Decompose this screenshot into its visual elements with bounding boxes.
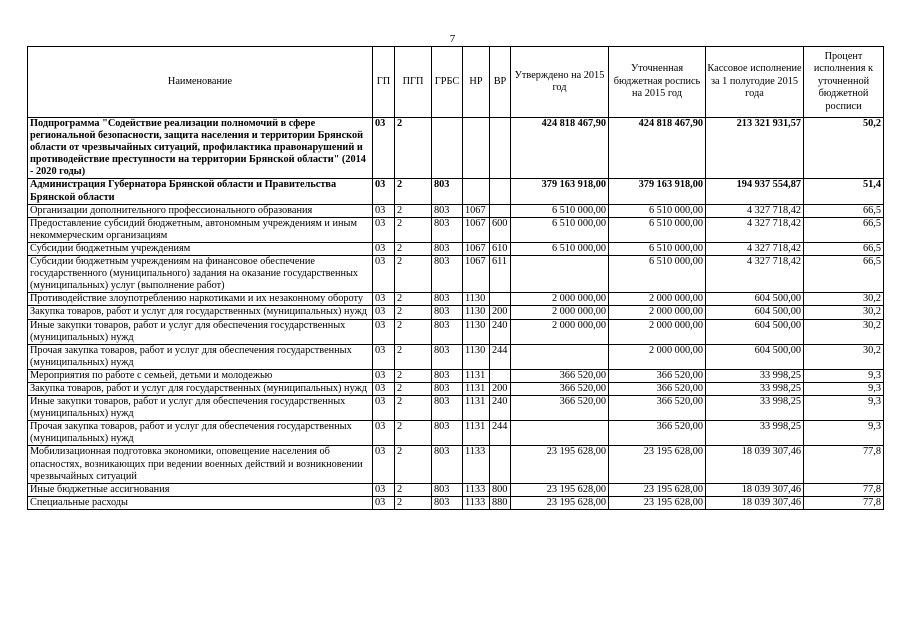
table-row bbox=[28, 242, 884, 255]
row-percent: 51,4 bbox=[804, 179, 884, 204]
row-name: Организации дополнительного профессионального образования bbox=[28, 204, 373, 217]
row-name: Специальные расходы bbox=[28, 496, 373, 509]
table-row bbox=[28, 446, 884, 483]
row-cash: 33 998,25 bbox=[706, 369, 804, 382]
page-number: 7 bbox=[449, 33, 456, 45]
row-grbs: 803 bbox=[432, 496, 463, 509]
row-approved bbox=[511, 421, 609, 446]
row-vr: 611 bbox=[490, 256, 511, 293]
row-pgp: 2 bbox=[395, 217, 432, 242]
row-name: Прочая закупка товаров, работ и услуг для обеспечения государственных (муниципальных) нужд bbox=[28, 421, 373, 446]
table-row bbox=[28, 496, 884, 509]
row-approved bbox=[511, 256, 609, 293]
row-gp: 03 bbox=[373, 344, 395, 369]
row-np: 1067 bbox=[463, 217, 490, 242]
table-row bbox=[28, 204, 884, 217]
row-gp: 03 bbox=[373, 496, 395, 509]
table-row bbox=[28, 256, 884, 293]
row-approved: 6 510 000,00 bbox=[511, 242, 609, 255]
row-np: 1131 bbox=[463, 396, 490, 421]
row-vr: 244 bbox=[490, 421, 511, 446]
row-percent: 66,5 bbox=[804, 217, 884, 242]
row-grbs bbox=[432, 118, 463, 179]
row-approved: 2 000 000,00 bbox=[511, 293, 609, 306]
row-gp: 03 bbox=[373, 382, 395, 395]
row-name: Субсидии бюджетным учреждениям на финансовое обеспечение государственного (муниципального) задания на оказание государственных (муниципальных) услуг (выполнение работ) bbox=[28, 256, 373, 293]
row-approved: 424 818 467,90 bbox=[511, 118, 609, 179]
row-vr: 610 bbox=[490, 242, 511, 255]
row-percent: 9,3 bbox=[804, 421, 884, 446]
row-name: Подпрограмма "Содействие реализации полномочий в сфере региональной безопасности, защита населения и территории Брянской области от чрезвычайных ситуаций, профилактика правонарушений и противодействие преступности на территории Брянской области" (2014 - 2020 годы) bbox=[28, 118, 373, 179]
row-refined: 2 000 000,00 bbox=[609, 319, 706, 344]
row-percent: 66,5 bbox=[804, 204, 884, 217]
row-vr bbox=[490, 446, 511, 483]
header-np: НР bbox=[463, 47, 490, 118]
row-name: Закупка товаров, работ и услуг для государственных (муниципальных) нужд bbox=[28, 306, 373, 319]
row-gp: 03 bbox=[373, 369, 395, 382]
row-pgp: 2 bbox=[395, 382, 432, 395]
header-row bbox=[28, 47, 884, 118]
row-np: 1067 bbox=[463, 256, 490, 293]
row-name: Мероприятия по работе с семьей, детьми и молодежью bbox=[28, 369, 373, 382]
row-pgp: 2 bbox=[395, 369, 432, 382]
row-approved: 2 000 000,00 bbox=[511, 306, 609, 319]
row-pgp: 2 bbox=[395, 319, 432, 344]
row-grbs: 803 bbox=[432, 179, 463, 204]
row-vr: 600 bbox=[490, 217, 511, 242]
row-grbs: 803 bbox=[432, 483, 463, 496]
row-np bbox=[463, 179, 490, 204]
row-np: 1067 bbox=[463, 242, 490, 255]
row-np: 1133 bbox=[463, 483, 490, 496]
row-grbs: 803 bbox=[432, 446, 463, 483]
table-row bbox=[28, 179, 884, 204]
row-percent: 9,3 bbox=[804, 382, 884, 395]
row-grbs: 803 bbox=[432, 382, 463, 395]
row-grbs: 803 bbox=[432, 306, 463, 319]
table-row bbox=[28, 483, 884, 496]
row-gp: 03 bbox=[373, 396, 395, 421]
row-vr: 240 bbox=[490, 396, 511, 421]
row-percent: 77,8 bbox=[804, 446, 884, 483]
header-pgp: ПГП bbox=[395, 47, 432, 118]
row-gp: 03 bbox=[373, 319, 395, 344]
row-percent: 66,5 bbox=[804, 242, 884, 255]
row-name: Прочая закупка товаров, работ и услуг для обеспечения государственных (муниципальных) нужд bbox=[28, 344, 373, 369]
row-np: 1133 bbox=[463, 496, 490, 509]
row-percent: 77,8 bbox=[804, 496, 884, 509]
row-cash: 4 327 718,42 bbox=[706, 217, 804, 242]
row-np: 1130 bbox=[463, 306, 490, 319]
row-gp: 03 bbox=[373, 256, 395, 293]
row-refined: 6 510 000,00 bbox=[609, 217, 706, 242]
row-cash: 4 327 718,42 bbox=[706, 242, 804, 255]
row-np: 1131 bbox=[463, 382, 490, 395]
row-pgp: 2 bbox=[395, 496, 432, 509]
row-vr: 200 bbox=[490, 306, 511, 319]
row-vr bbox=[490, 369, 511, 382]
row-grbs: 803 bbox=[432, 344, 463, 369]
row-refined: 366 520,00 bbox=[609, 369, 706, 382]
row-refined: 23 195 628,00 bbox=[609, 496, 706, 509]
table-row bbox=[28, 344, 884, 369]
row-refined: 366 520,00 bbox=[609, 382, 706, 395]
row-approved: 366 520,00 bbox=[511, 382, 609, 395]
row-refined: 424 818 467,90 bbox=[609, 118, 706, 179]
row-refined: 6 510 000,00 bbox=[609, 204, 706, 217]
header-approved: Утверждено на 2015 год bbox=[511, 47, 609, 118]
row-np: 1067 bbox=[463, 204, 490, 217]
row-vr: 880 bbox=[490, 496, 511, 509]
row-cash: 604 500,00 bbox=[706, 344, 804, 369]
row-gp: 03 bbox=[373, 217, 395, 242]
row-approved: 366 520,00 bbox=[511, 369, 609, 382]
row-gp: 03 bbox=[373, 421, 395, 446]
row-refined: 379 163 918,00 bbox=[609, 179, 706, 204]
header-refined: Уточненная бюджетная роспись на 2015 год bbox=[609, 47, 706, 118]
row-grbs: 803 bbox=[432, 421, 463, 446]
header-cash: Кассовое исполнение за 1 полугодие 2015 года bbox=[706, 47, 804, 118]
row-percent: 9,3 bbox=[804, 369, 884, 382]
row-cash: 33 998,25 bbox=[706, 382, 804, 395]
row-vr bbox=[490, 293, 511, 306]
row-grbs: 803 bbox=[432, 293, 463, 306]
row-approved: 6 510 000,00 bbox=[511, 204, 609, 217]
row-vr bbox=[490, 179, 511, 204]
row-pgp: 2 bbox=[395, 118, 432, 179]
row-cash: 4 327 718,42 bbox=[706, 256, 804, 293]
row-grbs: 803 bbox=[432, 204, 463, 217]
row-name: Иные бюджетные ассигнования bbox=[28, 483, 373, 496]
row-refined: 6 510 000,00 bbox=[609, 242, 706, 255]
row-vr: 240 bbox=[490, 319, 511, 344]
row-vr: 200 bbox=[490, 382, 511, 395]
row-approved: 23 195 628,00 bbox=[511, 496, 609, 509]
row-approved: 23 195 628,00 bbox=[511, 446, 609, 483]
row-pgp: 2 bbox=[395, 483, 432, 496]
row-grbs: 803 bbox=[432, 396, 463, 421]
row-np: 1130 bbox=[463, 344, 490, 369]
row-np bbox=[463, 118, 490, 179]
table-row bbox=[28, 396, 884, 421]
row-approved: 366 520,00 bbox=[511, 396, 609, 421]
row-refined: 23 195 628,00 bbox=[609, 446, 706, 483]
row-cash: 33 998,25 bbox=[706, 396, 804, 421]
row-gp: 03 bbox=[373, 179, 395, 204]
header-vr: ВР bbox=[490, 47, 511, 118]
row-cash: 33 998,25 bbox=[706, 421, 804, 446]
row-name: Предоставление субсидий бюджетным, автономным учреждениям и иным некоммерческим организациям bbox=[28, 217, 373, 242]
row-gp: 03 bbox=[373, 306, 395, 319]
row-name: Противодействие злоупотреблению наркотиками и их незаконному обороту bbox=[28, 293, 373, 306]
row-gp: 03 bbox=[373, 293, 395, 306]
row-pgp: 2 bbox=[395, 421, 432, 446]
row-grbs: 803 bbox=[432, 319, 463, 344]
row-refined: 2 000 000,00 bbox=[609, 306, 706, 319]
row-gp: 03 bbox=[373, 446, 395, 483]
row-refined: 23 195 628,00 bbox=[609, 483, 706, 496]
table-row bbox=[28, 421, 884, 446]
header-name: Наименование bbox=[28, 47, 373, 118]
table-row bbox=[28, 369, 884, 382]
table-row bbox=[28, 382, 884, 395]
row-name: Иные закупки товаров, работ и услуг для обеспечения государственных (муниципальных) нужд bbox=[28, 319, 373, 344]
row-vr bbox=[490, 204, 511, 217]
row-refined: 6 510 000,00 bbox=[609, 256, 706, 293]
row-grbs: 803 bbox=[432, 256, 463, 293]
row-vr: 800 bbox=[490, 483, 511, 496]
table-row bbox=[28, 293, 884, 306]
table-row bbox=[28, 319, 884, 344]
row-np: 1131 bbox=[463, 369, 490, 382]
row-grbs: 803 bbox=[432, 369, 463, 382]
row-np: 1131 bbox=[463, 421, 490, 446]
row-np: 1133 bbox=[463, 446, 490, 483]
header-gp: ГП bbox=[373, 47, 395, 118]
row-gp: 03 bbox=[373, 118, 395, 179]
row-pgp: 2 bbox=[395, 344, 432, 369]
row-cash: 18 039 307,46 bbox=[706, 483, 804, 496]
row-percent: 30,2 bbox=[804, 293, 884, 306]
row-np: 1130 bbox=[463, 319, 490, 344]
header-percent: Процент исполнения к уточненной бюджетной росписи bbox=[804, 47, 884, 118]
row-refined: 2 000 000,00 bbox=[609, 344, 706, 369]
row-approved bbox=[511, 344, 609, 369]
row-name: Администрация Губернатора Брянской области и Правительства Брянской области bbox=[28, 179, 373, 204]
row-approved: 23 195 628,00 bbox=[511, 483, 609, 496]
row-percent: 77,8 bbox=[804, 483, 884, 496]
row-pgp: 2 bbox=[395, 179, 432, 204]
table-row bbox=[28, 306, 884, 319]
row-approved: 2 000 000,00 bbox=[511, 319, 609, 344]
row-pgp: 2 bbox=[395, 242, 432, 255]
row-pgp: 2 bbox=[395, 256, 432, 293]
row-grbs: 803 bbox=[432, 217, 463, 242]
budget-table bbox=[27, 46, 884, 510]
row-percent: 30,2 bbox=[804, 319, 884, 344]
header-grbs: ГРБС bbox=[432, 47, 463, 118]
row-percent: 30,2 bbox=[804, 306, 884, 319]
row-cash: 604 500,00 bbox=[706, 319, 804, 344]
row-cash: 213 321 931,57 bbox=[706, 118, 804, 179]
table-row bbox=[28, 118, 884, 179]
row-pgp: 2 bbox=[395, 306, 432, 319]
row-name: Иные закупки товаров, работ и услуг для обеспечения государственных (муниципальных) нужд bbox=[28, 396, 373, 421]
row-refined: 366 520,00 bbox=[609, 421, 706, 446]
table-row bbox=[28, 217, 884, 242]
row-pgp: 2 bbox=[395, 204, 432, 217]
row-cash: 18 039 307,46 bbox=[706, 496, 804, 509]
row-cash: 4 327 718,42 bbox=[706, 204, 804, 217]
row-gp: 03 bbox=[373, 483, 395, 496]
row-percent: 9,3 bbox=[804, 396, 884, 421]
row-np: 1130 bbox=[463, 293, 490, 306]
row-gp: 03 bbox=[373, 242, 395, 255]
row-refined: 366 520,00 bbox=[609, 396, 706, 421]
row-name: Мобилизационная подготовка экономики, оповещение населения об опасностях, возникающих при ведении военных действий и возникновении чрезвычайных ситуаций bbox=[28, 446, 373, 483]
row-refined: 2 000 000,00 bbox=[609, 293, 706, 306]
row-cash: 604 500,00 bbox=[706, 293, 804, 306]
row-pgp: 2 bbox=[395, 293, 432, 306]
row-gp: 03 bbox=[373, 204, 395, 217]
row-pgp: 2 bbox=[395, 396, 432, 421]
row-cash: 194 937 554,87 bbox=[706, 179, 804, 204]
row-grbs: 803 bbox=[432, 242, 463, 255]
row-pgp: 2 bbox=[395, 446, 432, 483]
row-vr: 244 bbox=[490, 344, 511, 369]
row-approved: 379 163 918,00 bbox=[511, 179, 609, 204]
row-percent: 30,2 bbox=[804, 344, 884, 369]
row-cash: 18 039 307,46 bbox=[706, 446, 804, 483]
row-cash: 604 500,00 bbox=[706, 306, 804, 319]
row-approved: 6 510 000,00 bbox=[511, 217, 609, 242]
row-percent: 66,5 bbox=[804, 256, 884, 293]
row-vr bbox=[490, 118, 511, 179]
row-percent: 50,2 bbox=[804, 118, 884, 179]
row-name: Закупка товаров, работ и услуг для государственных (муниципальных) нужд bbox=[28, 382, 373, 395]
row-name: Субсидии бюджетным учреждениям bbox=[28, 242, 373, 255]
